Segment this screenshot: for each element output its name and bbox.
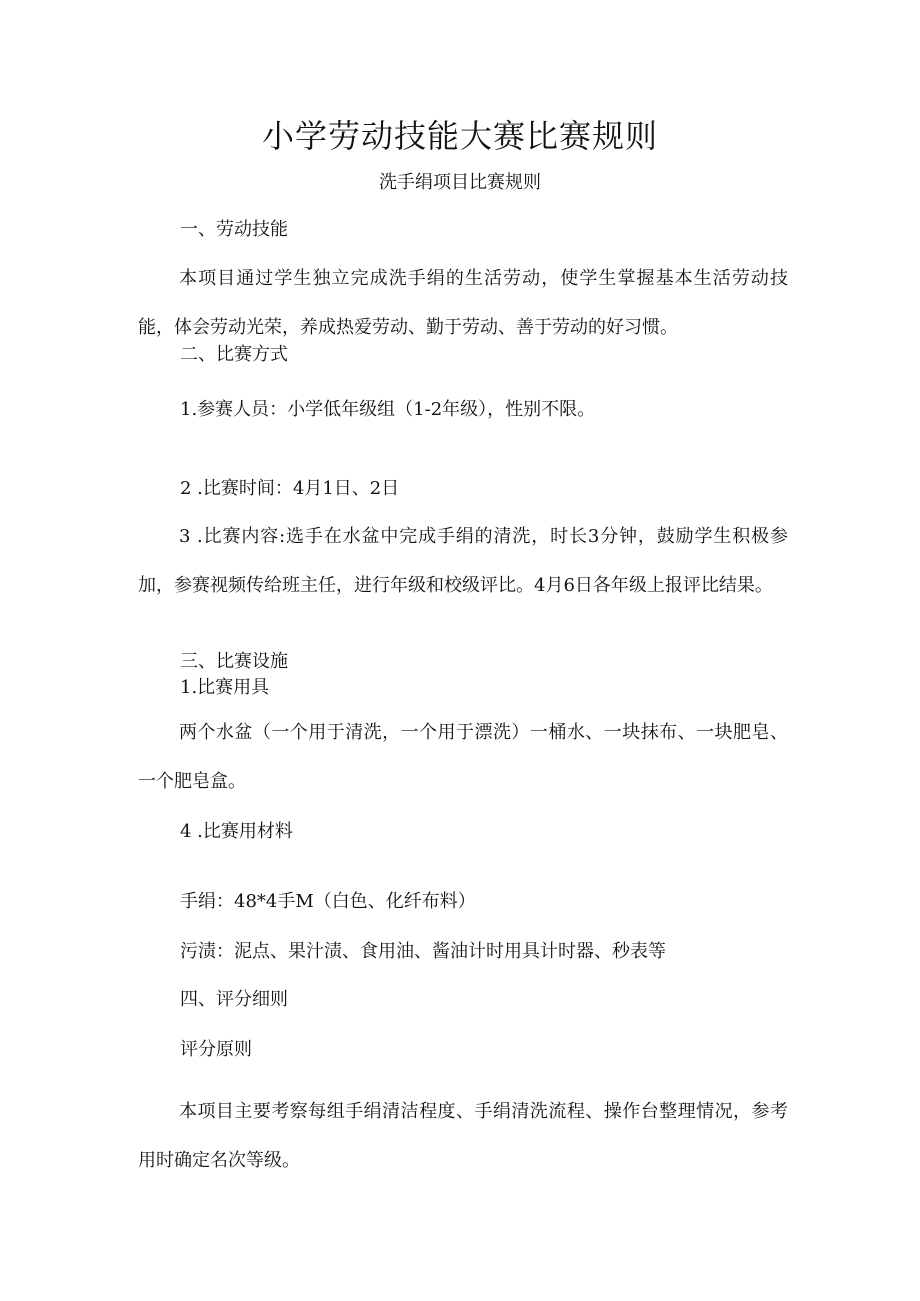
paragraph-equipment: 两个水盆（一个用于清洗，一个用于漂洗）一桶水、一块抹布、一块肥皂、一个肥皂盒。 bbox=[138, 722, 788, 792]
list-item-equipment: 1.比赛用具 bbox=[180, 677, 270, 698]
materials-stains: 污渍：泥点、果汁渍、食用油、酱油计时用具计时器、秒表等 bbox=[180, 941, 666, 962]
materials-handkerchief: 手绢：48*4手M（白色、化纤布料） bbox=[180, 891, 476, 912]
section-heading-labor-skills: 一、劳动技能 bbox=[180, 219, 288, 240]
section-heading-facilities: 三、比赛设施 bbox=[180, 651, 288, 672]
list-item-participants: 1.参赛人员：小学低年级组（1-2年级），性别不限。 bbox=[180, 399, 596, 420]
document-title: 小学劳动技能大赛比赛规则 bbox=[261, 117, 658, 155]
paragraph-scoring: 本项目主要考察每组手绢清洁程度、手绢清洗流程、操作台整理情况，参考用时确定名次等级。 bbox=[138, 1101, 788, 1171]
scoring-principle-label: 评分原则 bbox=[180, 1039, 252, 1060]
section-heading-scoring: 四、评分细则 bbox=[180, 989, 288, 1010]
section-heading-competition-format: 二、比赛方式 bbox=[180, 344, 288, 365]
list-item-materials: 4 .比赛用材料 bbox=[180, 821, 293, 842]
paragraph-labor-skills: 本项目通过学生独立完成洗手绢的生活劳动，使学生掌握基本生活劳动技能，体会劳动光荣，养成热爱劳动、勤于劳动、善于劳动的好习惯。 bbox=[138, 268, 788, 338]
list-item-time: 2 .比赛时间：4月1日、2日 bbox=[180, 478, 400, 499]
document-subtitle: 洗手绢项目比赛规则 bbox=[379, 172, 541, 193]
list-item-content: 3 .比赛内容:选手在水盆中完成手绢的清洗，时长3分钟，鼓励学生积极参加，参赛视频传给班主任，进行年级和校级评比。4月6日各年级上报评比结果。 bbox=[138, 526, 788, 596]
